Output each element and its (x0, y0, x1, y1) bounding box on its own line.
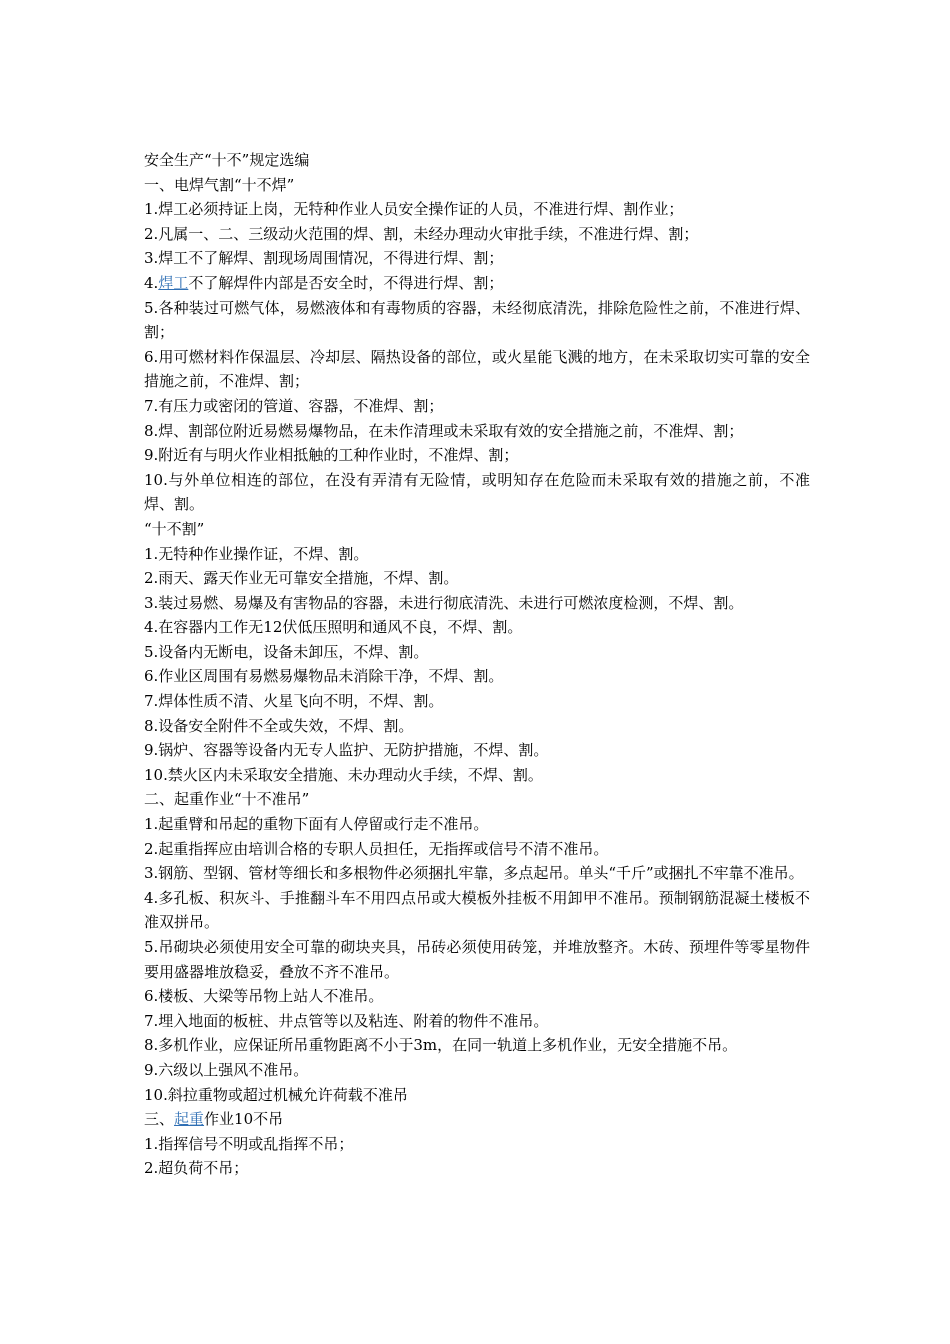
list-item: 2.超负荷不吊； (144, 1159, 249, 1178)
list-item: 3.装过易燃、易爆及有害物品的容器，未进行彻底清洗、未进行可燃浓度检测，不焊、割。 (144, 593, 744, 612)
list-item: 7.埋入地面的板桩、井点管等以及粘连、附着的物件不准吊。 (144, 1011, 549, 1030)
lifting-link[interactable]: 起重 (174, 1110, 205, 1129)
list-item: 1.指挥信号不明或乱指挥不吊； (144, 1134, 354, 1153)
list-item: 10.与外单位相连的部位，在没有弄清有无险情，或明知存在危险而未采取有效的措施之前，不准焊、割。 (144, 470, 810, 514)
list-item: 7.焊体性质不清、火星飞向不明，不焊、割。 (144, 692, 444, 711)
list-item: 10.禁火区内未采取安全措施、未办理动火手续，不焊、割。 (144, 765, 543, 784)
list-item: 2.雨天、露天作业无可靠安全措施，不焊、割。 (144, 569, 459, 588)
section-2-heading: 二、起重作业“十不准吊” (144, 790, 310, 809)
list-item: 8.焊、割部位附近易燃易爆物品，在未作清理或未采取有效的安全措施之前，不准焊、割； (144, 421, 744, 440)
list-item: 9.附近有与明火作业相抵触的工种作业时，不准焊、割； (144, 446, 519, 465)
list-item: 2.凡属一、二、三级动火范围的焊、割，未经办理动火审批手续，不准进行焊、割； (144, 224, 699, 243)
list-item: 1.无特种作业操作证，不焊、割。 (144, 544, 369, 563)
item-prefix: 4. (144, 273, 159, 292)
list-item: 8.多机作业，应保证所吊重物距离不小于3m，在同一轨道上多机作业，无安全措施不吊。 (144, 1036, 738, 1055)
document-body (144, 148, 810, 1181)
list-item: 5.设备内无断电，设备未卸压，不焊、割。 (144, 642, 429, 661)
section-1-heading: 一、电焊气割“十不焊” (144, 175, 295, 194)
list-item: 9.锅炉、容器等设备内无专人监护、无防护措施，不焊、割。 (144, 741, 549, 760)
welder-link[interactable]: 焊工 (158, 273, 189, 292)
list-item: 1.焊工必须持证上岗，无特种作业人员安全操作证的人员，不准进行焊、割作业； (144, 200, 684, 219)
list-item: 5.各种装过可燃气体，易燃液体和有毒物质的容器，未经彻底清洗，排除危险性之前，不准进行焊、割； (144, 298, 810, 342)
list-item: 6.作业区周围有易燃易爆物品未消除干净，不焊、割。 (144, 667, 504, 686)
section-3-heading (144, 1107, 810, 1132)
list-item: 8.设备安全附件不全或失效，不焊、割。 (144, 716, 414, 735)
list-item: 7.有压力或密闭的管道、容器，不准焊、割； (144, 396, 444, 415)
heading-text: 作业10不吊 (204, 1110, 284, 1129)
list-item (144, 271, 810, 296)
item-text: 不了解焊件内部是否安全时，不得进行焊、割； (188, 273, 504, 292)
list-item: 10.斜拉重物或超过机械允许荷载不准吊 (144, 1085, 408, 1104)
list-item: 6.楼板、大梁等吊物上站人不准吊。 (144, 987, 384, 1006)
section-cut-heading: “十不割” (144, 519, 205, 538)
list-item: 1.起重臂和吊起的重物下面有人停留或行走不准吊。 (144, 815, 489, 834)
list-item: 6.用可燃材料作保温层、冷却层、隔热设备的部位，或火星能飞溅的地方，在未采取切实可靠的安全措施之前，不准焊、割； (144, 347, 810, 391)
list-item: 2.起重指挥应由培训合格的专职人员担任，无指挥或信号不清不准吊。 (144, 839, 609, 858)
list-item: 3.焊工不了解焊、割现场周围情况，不得进行焊、割； (144, 249, 504, 268)
heading-prefix: 三、 (144, 1110, 175, 1129)
list-item: 9.六级以上强风不准吊。 (144, 1060, 309, 1079)
document-title: 安全生产“十不”规定选编 (144, 151, 310, 169)
list-item: 4.在容器内工作无12伏低压照明和通风不良，不焊、割。 (144, 618, 523, 637)
list-item: 3.钢筋、型钢、管材等细长和多根物件必须捆扎牢靠，多点起吊。单头“千斤”或捆扎不牢靠不准吊。 (144, 864, 804, 883)
list-item: 5.吊砌块必须使用安全可靠的砌块夹具，吊砖必须使用砖笼，并堆放整齐。木砖、预埋件等零星物件要用盛器堆放稳妥，叠放不齐不准吊。 (144, 938, 810, 981)
list-item: 4.多孔板、积灰斗、手推翻斗车不用四点吊或大模板外挂板不用卸甲不准吊。预制钢筋混凝土楼板不准双拼吊。 (144, 888, 810, 932)
